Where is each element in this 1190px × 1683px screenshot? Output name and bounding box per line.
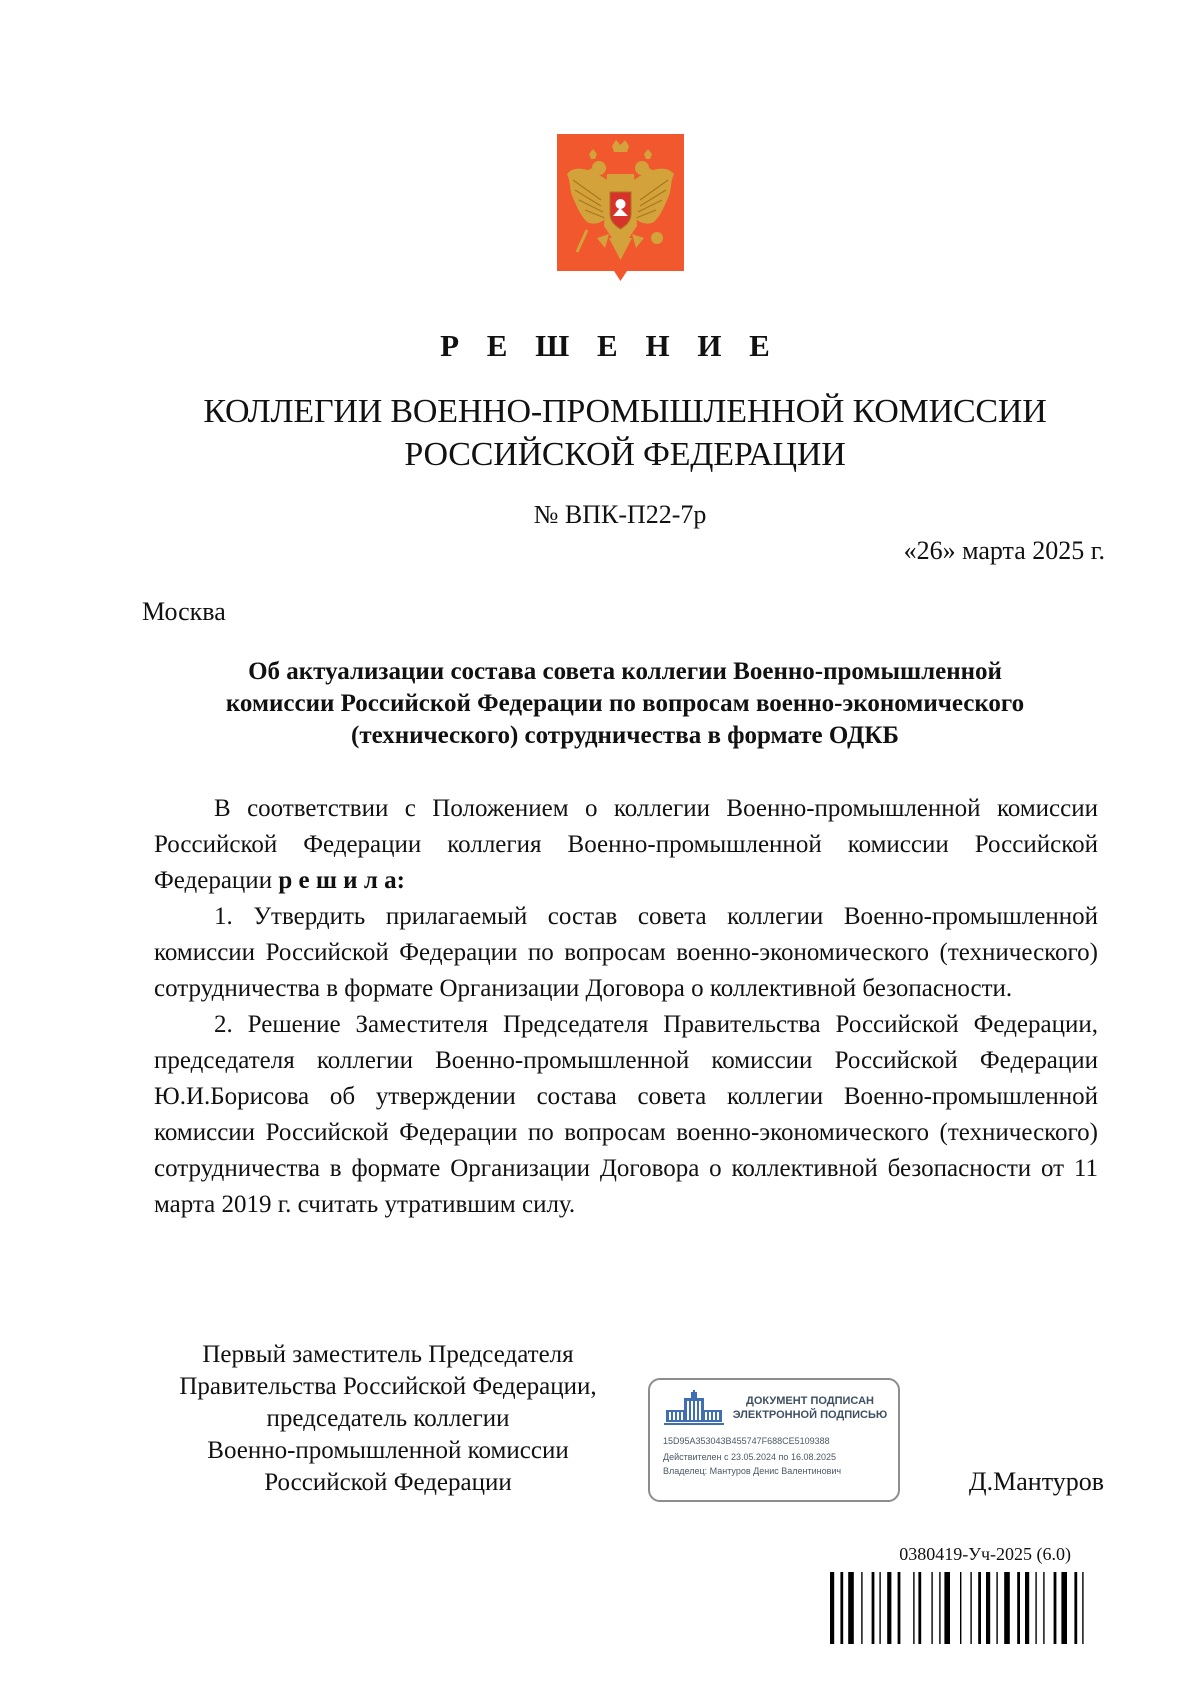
barcode-bar [996,1572,997,1644]
barcode-bar [1004,1572,1010,1644]
registration-number: 0380419-Уч-2025 (6.0) [899,1544,1071,1564]
barcode-bar [1043,1572,1044,1644]
signatory-position-line-2: Правительства Российской Федерации, [179,1373,597,1400]
decided-word: р е ш и л а: [278,867,405,894]
preamble-text: В соответствии с Положением о коллегии Военно-промышленной комиссии Российской Федерации коллегия Военно-промышленной комиссии Российской Федерации [154,795,1098,894]
barcode-bar [879,1572,880,1644]
stamp-heading-line-2: ЭЛЕКТРОННОЙ ПОДПИСЬЮ [732,1409,888,1421]
coat-of-arms-emblem [557,134,684,281]
certificate-validity: Действителен с 23.05.2024 по 16.08.2025 [663,1452,836,1462]
certificate-owner: Владелец: Мантуров Денис Валентинович [663,1466,842,1476]
city: Москва [142,597,226,626]
decision-item-2: 2. Решение Заместителя Председателя Правительства Российской Федерации, председателя коллегии Военно-промышленной комиссии Российской Федерации Ю.И.Борисова об утверждении состава совета коллегии Военно-промышленной комиссии Российской Федерации по вопросам военно-экономического (технического) сотрудничества в формате Организации Договора о коллективной безопасности от 11 марта 2019 г. считать утратившим силу. [154,1011,1098,1218]
barcode [830,1572,1115,1644]
barcode-bar [861,1572,862,1644]
barcode-bar [1025,1572,1029,1644]
signatory-position-line-4: Военно-промышленной комиссии [207,1437,569,1464]
barcode-bar [840,1572,843,1644]
preamble-paragraph [154,791,1098,899]
barcode-bar [913,1572,914,1644]
barcode-bar [1035,1572,1036,1644]
issuing-body-line-2: РОССИЙСКОЙ ФЕДЕРАЦИИ [404,436,846,473]
electronic-signature-stamp [648,1378,900,1502]
barcode-bar [1074,1572,1077,1644]
signatory-position [148,1339,628,1499]
barcode-bar [1082,1572,1083,1644]
subject-line-3: (технического) сотрудничества в формате ОДКБ [351,722,899,749]
decision-item-1: 1. Утвердить прилагаемый состав совета коллегии Военно-промышленной комиссии Российской Федерации по вопросам военно-экономического (технического) сотрудничества в формате Организации Договора о коллективной безопасности. [154,903,1098,1002]
stamp-heading-line-1: ДОКУМЕНТ ПОДПИСАН [746,1395,874,1407]
signatory-position-line-3: председатель коллегии [266,1405,510,1432]
barcode-bar [939,1572,940,1644]
document-date: «26» марта 2025 г. [903,536,1105,565]
government-building-icon [662,1390,726,1426]
barcode-bar [960,1572,961,1644]
barcode-bar [944,1572,950,1644]
barcode-bar [978,1572,981,1644]
signatory-name: Д.Мантуров [968,1467,1104,1496]
document-body [154,791,1098,1223]
barcode-bar [1061,1572,1067,1644]
barcode-bar [931,1572,932,1644]
document-title: Р Е Ш Е Н И Е [440,328,780,363]
stamp-heading [730,1394,890,1422]
barcode-bar [848,1572,854,1644]
barcode-bar [1054,1572,1057,1644]
barcode-bar [1017,1572,1020,1644]
barcode-bar [898,1572,901,1644]
document-subject [140,656,1110,752]
barcode-bar [872,1572,875,1644]
issuing-body-line-1: КОЛЛЕГИИ ВОЕННО-ПРОМЫШЛЕННОЙ КОМИССИИ [203,393,1047,430]
barcode-bar [887,1572,891,1644]
subject-line-2: комиссии Российской Федерации по вопросам военно-экономического [225,690,1025,717]
barcode-bar [918,1572,921,1644]
signatory-position-line-5: Российской Федерации [264,1469,512,1496]
barcode-bar [830,1572,834,1644]
document-number: № ВПК-П22-7р [533,500,707,529]
issuing-body [0,390,1190,476]
barcode-bar [970,1572,971,1644]
certificate-serial: 15D95A353043B455747F688CE5109388 [663,1436,830,1446]
signatory-position-line-1: Первый заместитель Председателя [202,1341,574,1368]
subject-line-1: Об актуализации состава совета коллегии Военно-промышленной [248,658,1002,685]
barcode-bar [986,1572,990,1644]
